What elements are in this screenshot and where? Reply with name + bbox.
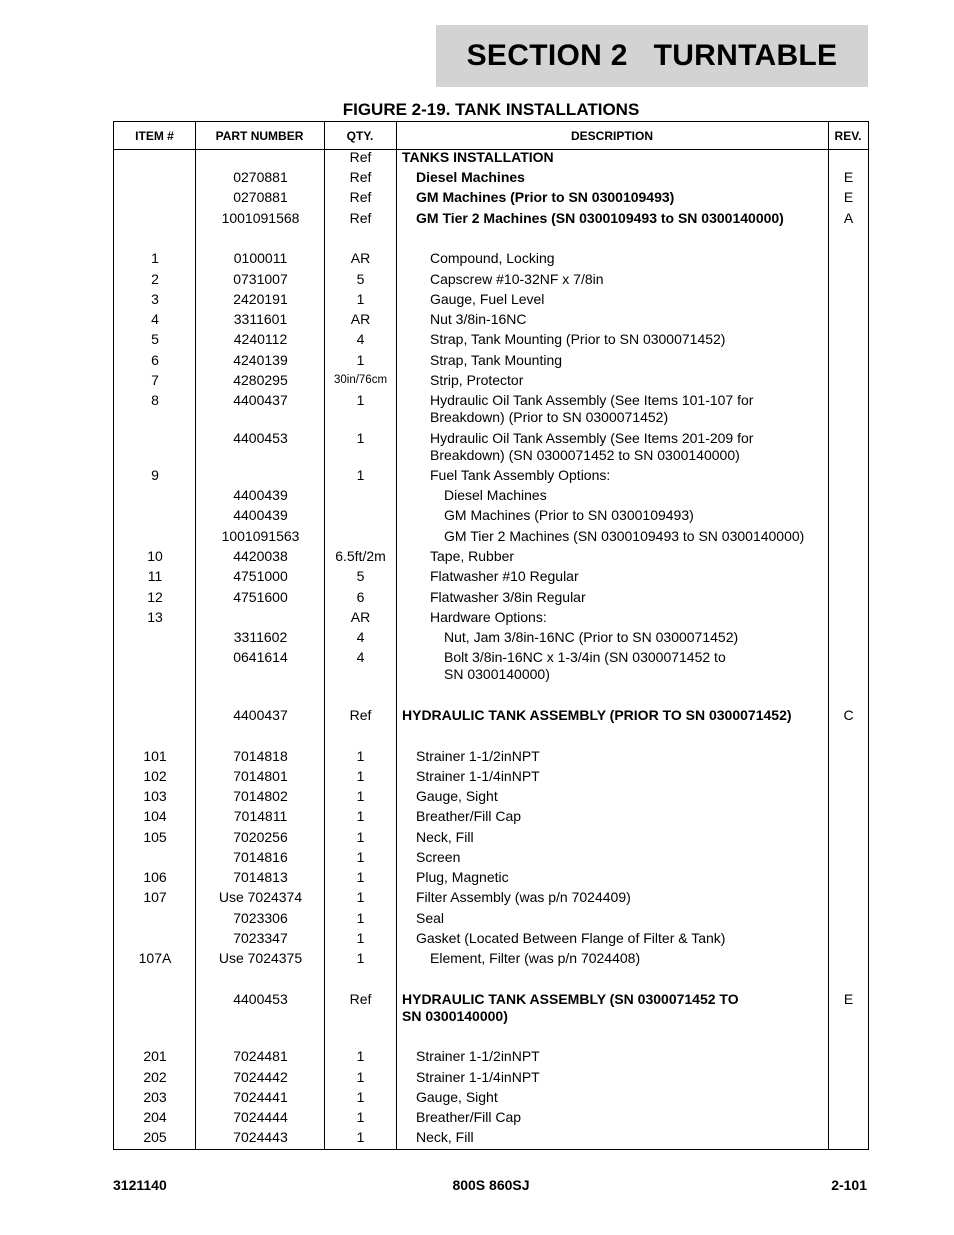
qty-cell: 6	[356, 589, 365, 605]
qty-cell: Ref	[349, 991, 372, 1007]
part-number-cell: 4400439	[233, 507, 288, 523]
item-number-cell: 4	[151, 311, 159, 327]
description-cell: Nut, Jam 3/8in-16NC (Prior to SN 0300071452)	[444, 629, 739, 645]
part-number-cell: 7023306	[233, 910, 288, 926]
description-cell: Strainer 1-1/2inNPT	[416, 1048, 540, 1064]
description-cell: Screen	[416, 849, 461, 865]
qty-cell: 1	[356, 748, 365, 764]
part-number-cell: 0270881	[233, 169, 288, 185]
part-number-cell: 7014801	[233, 768, 288, 784]
table-row	[114, 392, 868, 425]
table-row	[114, 849, 868, 869]
qty-cell: 4	[356, 649, 365, 665]
description-cell: Flatwasher 3/8in Regular	[430, 589, 586, 605]
footer-model: 800S 860SJ	[452, 1177, 530, 1193]
table-row	[114, 808, 868, 828]
item-number-cell: 202	[143, 1069, 167, 1085]
qty-cell: 1	[356, 352, 365, 368]
header-qty: QTY.	[346, 128, 374, 143]
item-number-cell: 201	[143, 1048, 167, 1064]
part-number-cell: 0641614	[233, 649, 288, 665]
item-number-cell: 11	[147, 568, 163, 584]
description-cell: Hardware Options:	[430, 609, 547, 625]
description-cell: GM Tier 2 Machines (SN 0300109493 to SN 0300140000)	[416, 210, 784, 226]
table-row	[114, 430, 868, 463]
part-number-cell: 7014811	[233, 808, 288, 824]
qty-cell: AR	[350, 609, 371, 625]
item-number-cell: 6	[151, 352, 159, 368]
description-cell: Capscrew #10-32NF x 7/8in	[430, 271, 604, 287]
table-row	[114, 629, 868, 649]
qty-cell: 1	[356, 1069, 365, 1085]
item-number-cell: 102	[143, 768, 167, 784]
part-number-cell: 7024441	[233, 1089, 288, 1105]
rev-cell: C	[843, 707, 854, 723]
qty-cell: 1	[356, 392, 365, 408]
item-number-cell: 8	[151, 392, 159, 408]
table-row	[114, 991, 868, 1024]
qty-cell: 1	[356, 430, 365, 446]
part-number-cell: Use 7024374	[218, 889, 303, 905]
description-cell: Fuel Tank Assembly Options:	[430, 467, 611, 483]
qty-cell: 6.5ft/2m	[335, 548, 386, 564]
qty-cell: 1	[356, 930, 365, 946]
part-number-cell: 4751600	[233, 589, 288, 605]
qty-cell: 1	[356, 849, 365, 865]
description-cell: Breather/Fill Cap	[416, 1109, 522, 1125]
rev-cell: E	[843, 169, 854, 185]
part-number-cell: 7014802	[233, 788, 288, 804]
part-number-cell: 1001091568	[221, 210, 300, 226]
item-number-cell: 9	[151, 467, 159, 483]
table-row	[114, 291, 868, 311]
description-cell: Strainer 1-1/4inNPT	[416, 1069, 540, 1085]
part-number-cell: 4420038	[233, 548, 288, 564]
item-number-cell: 203	[143, 1089, 167, 1105]
rev-cell: E	[843, 189, 854, 205]
part-number-cell: 3311601	[233, 311, 288, 327]
description-cell: Strainer 1-1/4inNPT	[416, 768, 540, 784]
table-row	[114, 950, 868, 970]
table-row	[114, 467, 868, 487]
item-number-cell: 104	[143, 808, 167, 824]
description-cell: Strainer 1-1/2inNPT	[416, 748, 540, 764]
table-row	[114, 169, 868, 189]
figure-title: FIGURE 2-19. TANK INSTALLATIONS	[342, 100, 640, 119]
table-row	[114, 589, 868, 609]
parts-table	[113, 121, 869, 1150]
table-row	[114, 609, 868, 629]
qty-cell: 1	[356, 788, 365, 804]
part-number-cell: 4240112	[233, 331, 288, 347]
item-number-cell: 2	[151, 271, 159, 287]
item-number-cell: 3	[151, 291, 159, 307]
table-row	[114, 910, 868, 930]
qty-cell: 1	[356, 808, 365, 824]
part-number-cell: 7014818	[233, 748, 288, 764]
header-item: ITEM #	[135, 128, 174, 143]
table-row	[114, 930, 868, 950]
header-part-number: PART NUMBER	[215, 128, 304, 143]
qty-cell: 1	[356, 1129, 365, 1145]
table-row	[114, 372, 868, 392]
description-cell: Compound, Locking	[430, 250, 555, 266]
description-cell: Flatwasher #10 Regular	[430, 568, 579, 584]
description-cell: TANKS INSTALLATION	[402, 149, 554, 165]
part-number-cell: 7014816	[233, 849, 288, 865]
qty-cell: 1	[356, 829, 365, 845]
part-number-cell: 4400453	[233, 991, 288, 1007]
description-cell: Filter Assembly (was p/n 7024409)	[416, 889, 631, 905]
description-cell: Tape, Rubber	[430, 548, 515, 564]
part-number-cell: 2420191	[233, 291, 288, 307]
qty-cell: Ref	[349, 210, 372, 226]
table-row	[114, 1089, 868, 1109]
table-row	[114, 649, 868, 682]
description-cell: Seal	[416, 910, 445, 926]
table-row	[114, 768, 868, 788]
qty-cell: Ref	[349, 707, 372, 723]
part-number-cell: 3311602	[233, 629, 288, 645]
table-row	[114, 1109, 868, 1129]
qty-cell: Ref	[349, 169, 372, 185]
item-number-cell: 107	[143, 889, 167, 905]
item-number-cell: 101	[143, 748, 167, 764]
item-number-cell: 106	[143, 869, 167, 885]
table-row	[114, 149, 868, 169]
item-number-cell: 7	[151, 372, 159, 388]
description-cell: Bolt 3/8in-16NC x 1-3/4in (SN 0300071452 to SN 0300140000)	[444, 649, 726, 682]
part-number-cell: 7024444	[233, 1109, 288, 1125]
description-cell: Strap, Tank Mounting (Prior to SN 0300071452)	[430, 331, 726, 347]
qty-cell: 1	[356, 950, 365, 966]
qty-cell: 4	[356, 331, 365, 347]
part-number-cell: 7023347	[233, 930, 288, 946]
item-number-cell: 1	[151, 250, 159, 266]
table-row	[114, 250, 868, 270]
description-cell: HYDRAULIC TANK ASSEMBLY (SN 0300071452 TO SN 0300140000)	[402, 991, 739, 1024]
table-row	[114, 331, 868, 351]
item-number-cell: 107A	[138, 950, 172, 966]
item-number-cell: 10	[147, 548, 163, 564]
part-number-cell: 4400453	[233, 430, 288, 446]
qty-cell: 1	[356, 291, 365, 307]
item-number-cell: 12	[147, 589, 163, 605]
qty-cell: 1	[356, 768, 365, 784]
qty-cell: AR	[350, 250, 371, 266]
qty-cell: 4	[356, 629, 365, 645]
table-row	[114, 889, 868, 909]
table-row	[114, 311, 868, 331]
rev-cell: E	[843, 991, 854, 1007]
table-row	[114, 352, 868, 372]
table-row	[114, 271, 868, 291]
part-number-cell: 7020256	[233, 829, 288, 845]
table-row	[114, 189, 868, 209]
table-row	[114, 507, 868, 527]
qty-cell: 5	[356, 271, 365, 287]
rev-cell: A	[843, 210, 854, 226]
part-number-cell: 7024481	[233, 1048, 288, 1064]
item-number-cell: 103	[143, 788, 167, 804]
description-cell: Hydraulic Oil Tank Assembly (See Items 201-209 for Breakdown) (SN 0300071452 to SN 0300140000)	[430, 430, 754, 463]
qty-cell: 1	[356, 467, 365, 483]
qty-cell: 1	[356, 910, 365, 926]
description-cell: Diesel Machines	[444, 487, 547, 503]
part-number-cell: 0270881	[233, 189, 288, 205]
header-description: DESCRIPTION	[570, 128, 653, 143]
part-number-cell: 4751000	[233, 568, 288, 584]
header-rev: REV.	[834, 128, 862, 143]
description-cell: Neck, Fill	[416, 1129, 474, 1145]
part-number-cell: 4280295	[233, 372, 288, 388]
table-row	[114, 748, 868, 768]
section-banner	[436, 25, 868, 87]
part-number-cell: 7024442	[233, 1069, 288, 1085]
description-cell: Element, Filter (was p/n 7024408)	[430, 950, 641, 966]
description-cell: Gauge, Sight	[416, 1089, 498, 1105]
description-cell: Plug, Magnetic	[416, 869, 509, 885]
item-number-cell: 205	[143, 1129, 167, 1145]
part-number-cell: 4400437	[233, 707, 288, 723]
section-title: SECTION 2 TURNTABLE	[466, 39, 838, 72]
qty-cell: Ref	[349, 149, 372, 165]
item-number-cell: 105	[143, 829, 167, 845]
description-cell: Strip, Protector	[430, 372, 524, 388]
table-row	[114, 548, 868, 568]
item-number-cell: 204	[143, 1109, 167, 1125]
table-row	[114, 1129, 868, 1149]
table-row	[114, 707, 868, 727]
qty-cell: 1	[356, 1089, 365, 1105]
description-cell: GM Tier 2 Machines (SN 0300109493 to SN 0300140000)	[444, 528, 805, 544]
table-row	[114, 528, 868, 548]
table-row	[114, 487, 868, 507]
description-cell: Hydraulic Oil Tank Assembly (See Items 101-107 for Breakdown) (Prior to SN 0300071452)	[430, 392, 754, 425]
qty-cell: 1	[356, 1109, 365, 1125]
qty-cell: 1	[356, 889, 365, 905]
table-row	[114, 1069, 868, 1089]
part-number-cell: 4400439	[233, 487, 288, 503]
part-number-cell: 4240139	[233, 352, 288, 368]
item-number-cell: 5	[151, 331, 159, 347]
table-row	[114, 210, 868, 230]
part-number-cell: Use 7024375	[218, 950, 303, 966]
item-number-cell: 13	[147, 609, 163, 625]
table-row	[114, 568, 868, 588]
qty-cell: Ref	[349, 189, 372, 205]
table-row	[114, 1048, 868, 1068]
description-cell: Nut 3/8in-16NC	[430, 311, 527, 327]
description-cell: GM Machines (Prior to SN 0300109493)	[444, 507, 694, 523]
table-row	[114, 829, 868, 849]
part-number-cell: 7024443	[233, 1129, 288, 1145]
part-number-cell: 1001091563	[221, 528, 300, 544]
description-cell: Gauge, Sight	[416, 788, 498, 804]
description-cell: Strap, Tank Mounting	[430, 352, 563, 368]
footer-doc-number: 3121140	[113, 1177, 167, 1193]
description-cell: Gauge, Fuel Level	[430, 291, 545, 307]
description-cell: Neck, Fill	[416, 829, 474, 845]
part-number-cell: 0100011	[233, 250, 288, 266]
footer-page-number: 2-101	[831, 1177, 867, 1193]
qty-cell: 1	[356, 1048, 365, 1064]
part-number-cell: 0731007	[233, 271, 288, 287]
part-number-cell: 7014813	[233, 869, 288, 885]
qty-cell: 5	[356, 568, 365, 584]
table-row	[114, 788, 868, 808]
table-row	[114, 869, 868, 889]
description-cell: Breather/Fill Cap	[416, 808, 522, 824]
qty-cell: AR	[350, 311, 371, 327]
description-cell: HYDRAULIC TANK ASSEMBLY (PRIOR TO SN 0300071452)	[402, 707, 792, 723]
part-number-cell: 4400437	[233, 392, 288, 408]
qty-cell: 30in/76cm	[333, 374, 388, 386]
qty-cell: 1	[356, 869, 365, 885]
description-cell: Gasket (Located Between Flange of Filter & Tank)	[416, 930, 726, 946]
description-cell: GM Machines (Prior to SN 0300109493)	[416, 189, 675, 205]
description-cell: Diesel Machines	[416, 169, 525, 185]
